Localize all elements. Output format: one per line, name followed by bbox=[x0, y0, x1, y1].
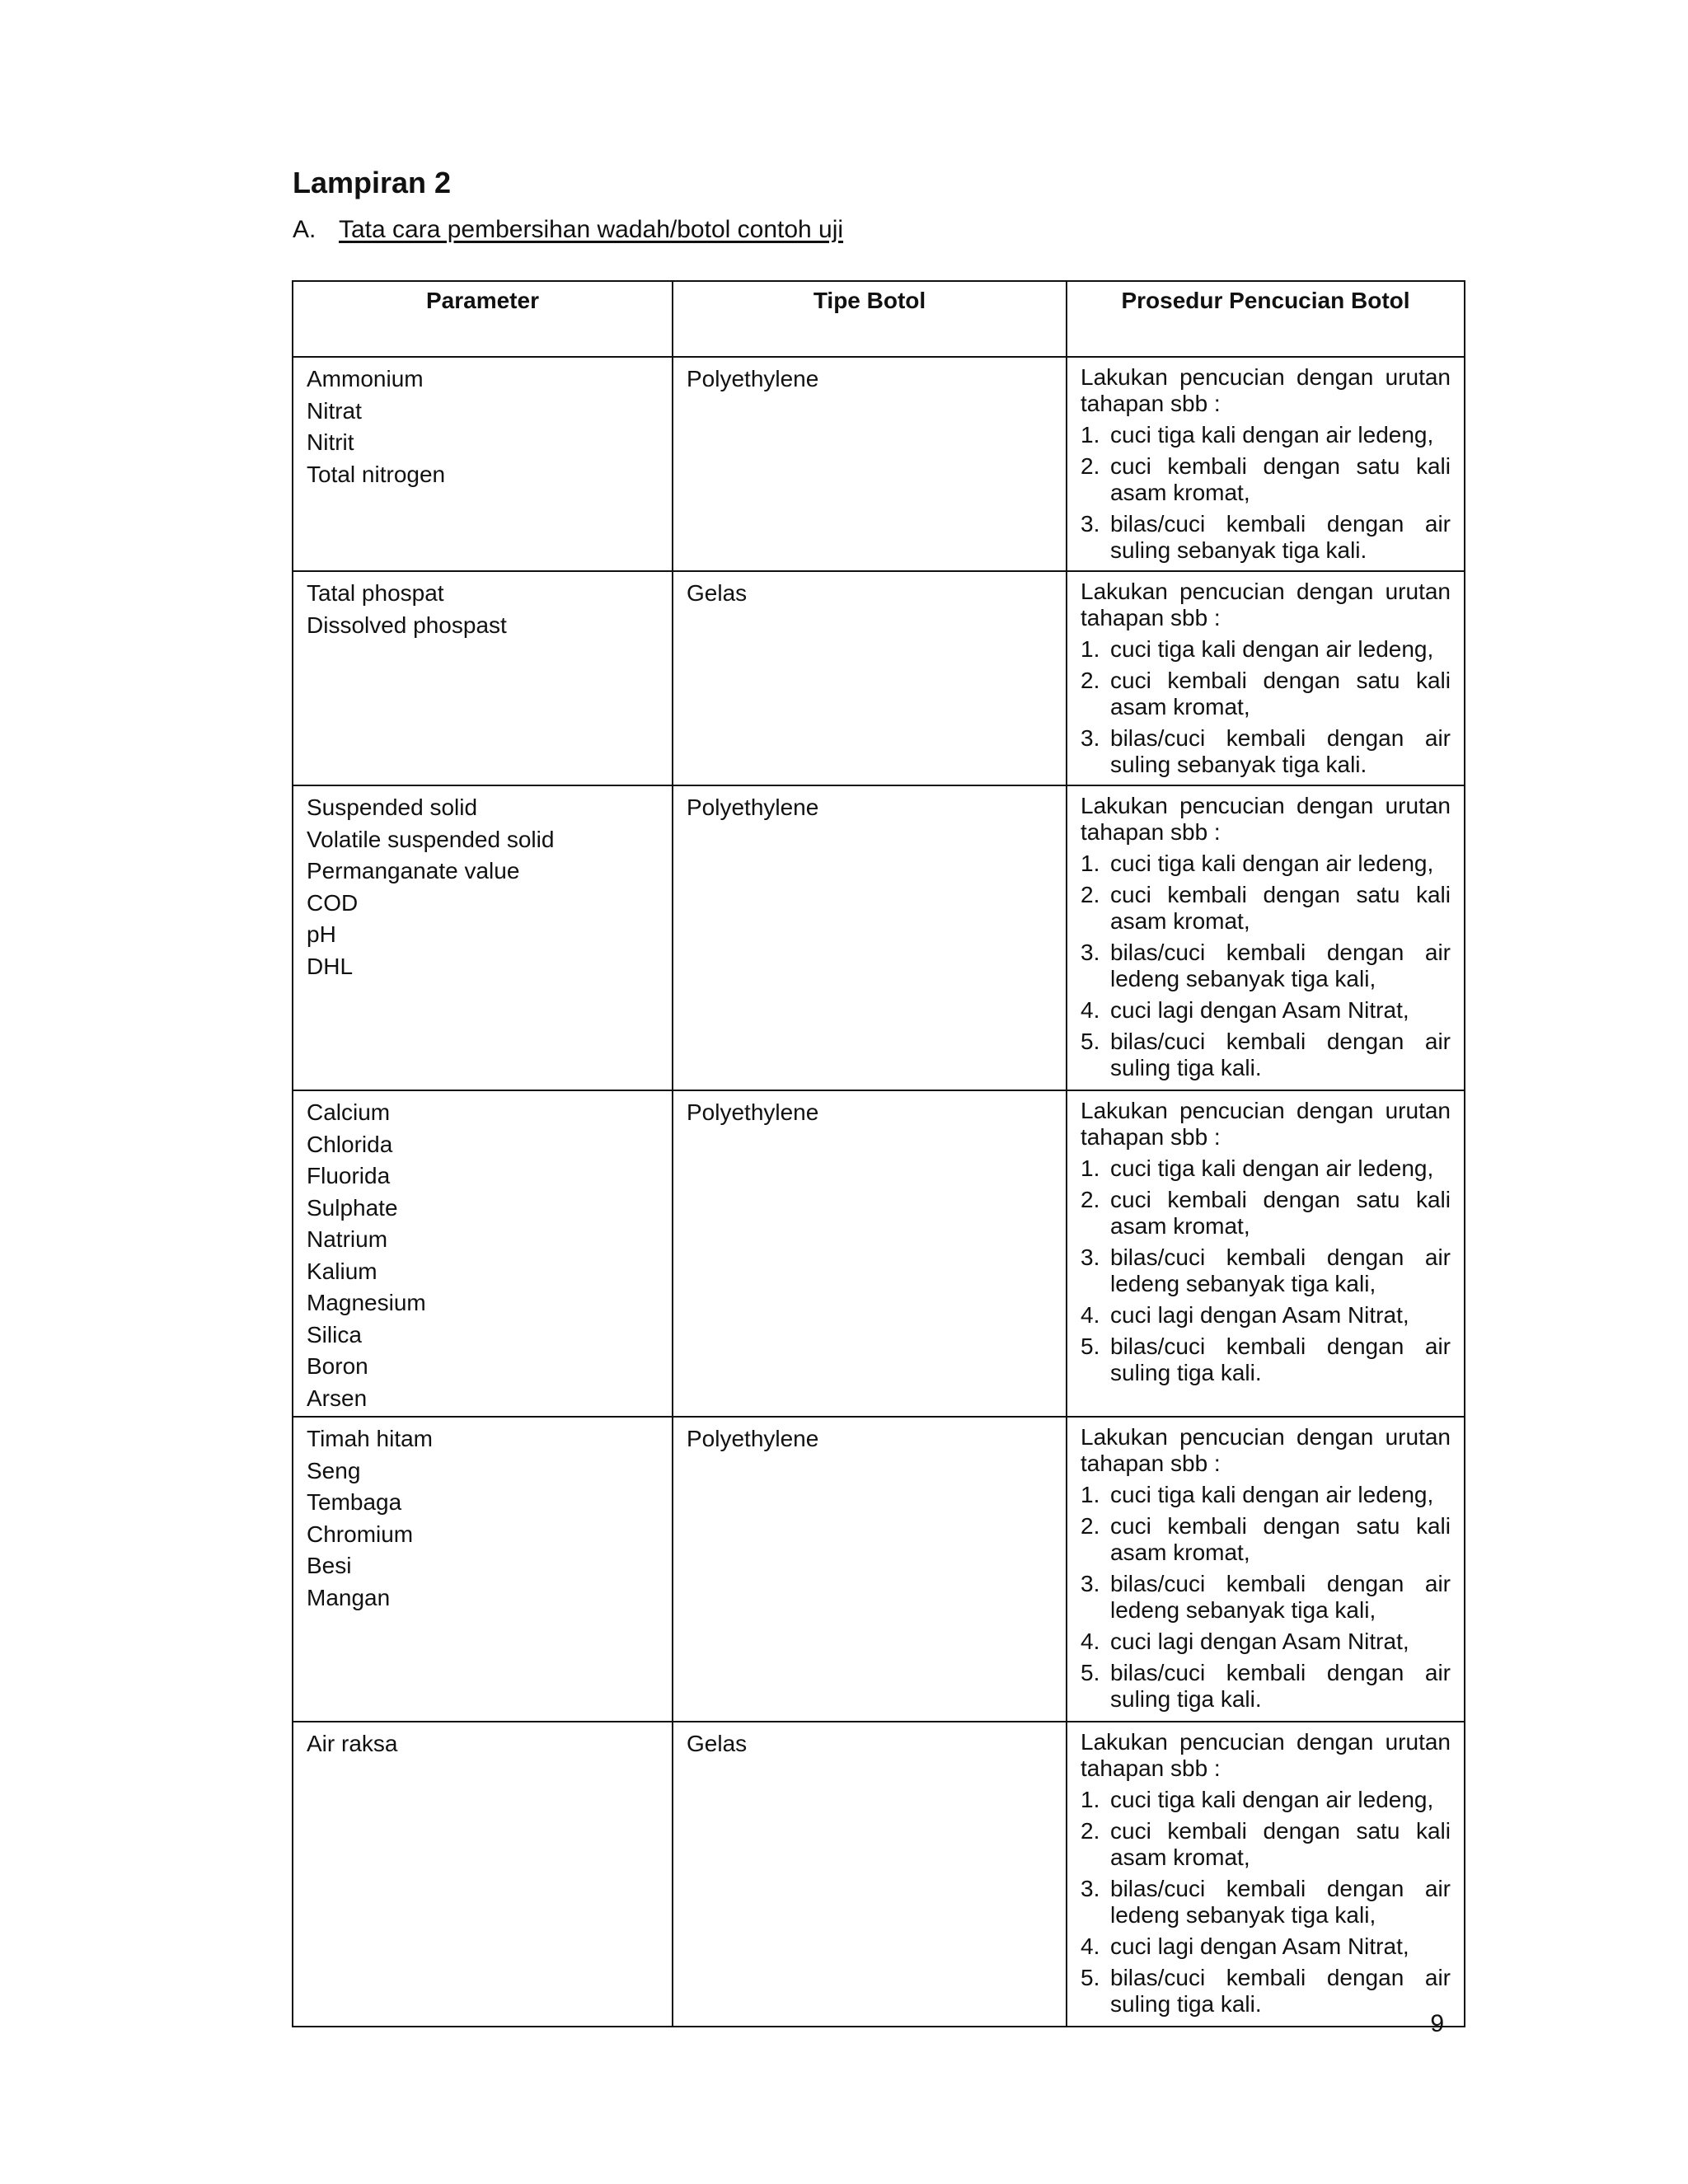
table-row bbox=[293, 357, 1465, 571]
step-text: cuci kembali dengan satu kali asam kromat, bbox=[1110, 453, 1451, 505]
step-number: 4. bbox=[1081, 997, 1100, 1023]
step-number: 3. bbox=[1081, 1876, 1100, 1901]
parameter-item: Tembaga bbox=[307, 1489, 402, 1515]
procedure-step bbox=[1081, 997, 1451, 1024]
step-text: bilas/cuci kembali dengan air ledeng sebanyak tiga kali, bbox=[1110, 1876, 1451, 1928]
parameter-item: Nitrat bbox=[307, 397, 362, 424]
parameter-item: Air raksa bbox=[307, 1731, 398, 1756]
parameter-item: Fluorida bbox=[307, 1163, 391, 1188]
step-number: 4. bbox=[1081, 1629, 1100, 1654]
step-number: 2. bbox=[1081, 668, 1100, 693]
procedure-steps bbox=[1081, 1787, 1451, 2018]
parameter-item: Magnesium bbox=[307, 1290, 426, 1315]
step-text: cuci tiga kali dengan air ledeng, bbox=[1110, 422, 1434, 448]
table-body bbox=[293, 357, 1465, 2027]
procedure-step bbox=[1081, 1965, 1451, 2018]
step-number: 2. bbox=[1081, 453, 1100, 479]
header-washing-procedure: Prosedur Pencucian Botol bbox=[1067, 281, 1465, 357]
step-text: bilas/cuci kembali dengan air suling sebanyak tiga kali. bbox=[1110, 511, 1451, 563]
parameter-item: Dissolved phospast bbox=[307, 612, 507, 638]
step-text: cuci lagi dengan Asam Nitrat, bbox=[1110, 1302, 1409, 1328]
procedure-step bbox=[1081, 453, 1451, 506]
step-number: 5. bbox=[1081, 1965, 1100, 1990]
step-text: cuci lagi dengan Asam Nitrat, bbox=[1110, 997, 1409, 1023]
step-text: cuci lagi dengan Asam Nitrat, bbox=[1110, 1933, 1409, 1959]
step-number: 4. bbox=[1081, 1933, 1100, 1959]
parameter-item: Boron bbox=[307, 1353, 368, 1379]
parameter-item: Timah hitam bbox=[307, 1426, 434, 1451]
step-text: cuci tiga kali dengan air ledeng, bbox=[1110, 1482, 1434, 1507]
step-number: 1. bbox=[1081, 422, 1100, 448]
parameter-cell bbox=[293, 571, 673, 785]
parameter-item: pH bbox=[307, 921, 336, 947]
step-text: cuci tiga kali dengan air ledeng, bbox=[1110, 1787, 1434, 1812]
step-number: 1. bbox=[1081, 636, 1100, 662]
procedure-step bbox=[1081, 1571, 1451, 1624]
step-number: 3. bbox=[1081, 511, 1100, 537]
procedure-intro: Lakukan pencucian dengan urutan tahapan sbb : bbox=[1081, 1424, 1451, 1476]
step-number: 5. bbox=[1081, 1029, 1100, 1054]
bottle-type-cell: Gelas bbox=[673, 571, 1067, 785]
parameter-cell bbox=[293, 1722, 673, 2027]
parameter-cell bbox=[293, 357, 673, 571]
step-text: bilas/cuci kembali dengan air ledeng sebanyak tiga kali, bbox=[1110, 940, 1451, 991]
procedure-step bbox=[1081, 511, 1451, 564]
procedure-intro: Lakukan pencucian dengan urutan tahapan sbb : bbox=[1081, 793, 1451, 845]
procedure-step bbox=[1081, 636, 1451, 663]
procedure-intro: Lakukan pencucian dengan urutan tahapan sbb : bbox=[1081, 579, 1451, 630]
parameter-item: Total nitrogen bbox=[307, 461, 446, 487]
procedure-step bbox=[1081, 1818, 1451, 1871]
step-number: 2. bbox=[1081, 882, 1100, 907]
step-number: 4. bbox=[1081, 1302, 1100, 1328]
procedure-step bbox=[1081, 1333, 1451, 1386]
procedure-steps bbox=[1081, 636, 1451, 778]
procedure-steps bbox=[1081, 851, 1451, 1081]
parameter-item: Ammonium bbox=[307, 366, 424, 391]
step-text: cuci tiga kali dengan air ledeng, bbox=[1110, 636, 1434, 662]
procedure-step bbox=[1081, 1513, 1451, 1566]
parameter-item: COD bbox=[307, 889, 359, 916]
parameter-item: DHL bbox=[307, 953, 354, 979]
procedure-steps bbox=[1081, 1155, 1451, 1386]
step-text: cuci tiga kali dengan air ledeng, bbox=[1110, 851, 1434, 876]
parameter-item: Calcium bbox=[307, 1099, 391, 1125]
step-number: 2. bbox=[1081, 1513, 1100, 1539]
bottle-type-cell: Polyethylene bbox=[673, 1417, 1067, 1722]
step-number: 5. bbox=[1081, 1660, 1100, 1685]
step-number: 2. bbox=[1081, 1818, 1100, 1844]
parameter-cell bbox=[293, 1090, 673, 1417]
parameter-item: Kalium bbox=[307, 1258, 377, 1284]
procedure-step bbox=[1081, 1629, 1451, 1655]
procedure-step bbox=[1081, 1155, 1451, 1182]
parameter-item: Arsen bbox=[307, 1385, 368, 1411]
section-title: Tata cara pembersihan wadah/botol contoh uji bbox=[339, 216, 844, 243]
procedure-step bbox=[1081, 1660, 1451, 1713]
step-text: bilas/cuci kembali dengan air ledeng sebanyak tiga kali, bbox=[1110, 1244, 1451, 1296]
procedure-step bbox=[1081, 725, 1451, 778]
procedure-step bbox=[1081, 882, 1451, 935]
step-number: 5. bbox=[1081, 1333, 1100, 1359]
table-header-row bbox=[293, 281, 1465, 357]
procedure-cell bbox=[1067, 357, 1465, 571]
table-row bbox=[293, 1417, 1465, 1722]
step-text: cuci kembali dengan satu kali asam kromat, bbox=[1110, 1187, 1451, 1239]
table-row bbox=[293, 1090, 1465, 1417]
procedure-step bbox=[1081, 1302, 1451, 1329]
procedure-intro: Lakukan pencucian dengan urutan tahapan sbb : bbox=[1081, 1729, 1451, 1781]
procedure-cell bbox=[1067, 1090, 1465, 1417]
procedure-steps bbox=[1081, 422, 1451, 564]
parameter-item: Chromium bbox=[307, 1521, 414, 1547]
parameter-item: Nitrit bbox=[307, 429, 354, 455]
parameter-cell bbox=[293, 1417, 673, 1722]
step-number: 1. bbox=[1081, 1155, 1100, 1181]
step-number: 1. bbox=[1081, 851, 1100, 876]
procedure-step bbox=[1081, 851, 1451, 877]
page-number: 9 bbox=[1430, 2010, 1444, 2037]
procedure-step bbox=[1081, 1187, 1451, 1240]
procedure-cell bbox=[1067, 571, 1465, 785]
procedure-step bbox=[1081, 940, 1451, 992]
bottle-type-cell: Gelas bbox=[673, 1722, 1067, 2027]
step-number: 3. bbox=[1081, 940, 1100, 965]
step-number: 3. bbox=[1081, 1244, 1100, 1270]
appendix-heading: Lampiran 2 bbox=[293, 166, 452, 199]
table-row bbox=[293, 785, 1465, 1090]
section-marker: A. bbox=[293, 216, 316, 243]
step-number: 3. bbox=[1081, 1571, 1100, 1596]
table-row bbox=[293, 1722, 1465, 2027]
procedure-cell bbox=[1067, 1417, 1465, 1722]
procedure-intro: Lakukan pencucian dengan urutan tahapan sbb : bbox=[1081, 1098, 1451, 1150]
procedure-step bbox=[1081, 1244, 1451, 1297]
parameter-item: Permanganate value bbox=[307, 858, 520, 883]
parameter-item: Suspended solid bbox=[307, 794, 478, 820]
procedure-step bbox=[1081, 1787, 1451, 1813]
parameter-item: Sulphate bbox=[307, 1194, 398, 1221]
step-text: cuci kembali dengan satu kali asam kromat, bbox=[1110, 1513, 1451, 1565]
parameter-item: Chlorida bbox=[307, 1131, 393, 1157]
parameter-item: Volatile suspended solid bbox=[307, 826, 555, 852]
table-row bbox=[293, 571, 1465, 785]
bottle-type-cell: Polyethylene bbox=[673, 785, 1067, 1090]
parameter-item: Natrium bbox=[307, 1226, 388, 1252]
procedure-cell bbox=[1067, 785, 1465, 1090]
procedure-intro: Lakukan pencucian dengan urutan tahapan sbb : bbox=[1081, 364, 1451, 416]
step-text: cuci lagi dengan Asam Nitrat, bbox=[1110, 1629, 1409, 1654]
bottle-type-cell: Polyethylene bbox=[673, 357, 1067, 571]
parameter-item: Tatal phospat bbox=[307, 580, 444, 606]
step-text: bilas/cuci kembali dengan air suling tiga kali. bbox=[1110, 1333, 1451, 1385]
step-text: cuci kembali dengan satu kali asam kromat, bbox=[1110, 668, 1451, 719]
step-number: 2. bbox=[1081, 1187, 1100, 1212]
parameter-item: Silica bbox=[307, 1321, 362, 1347]
bottle-type-cell: Polyethylene bbox=[673, 1090, 1067, 1417]
parameter-cell bbox=[293, 785, 673, 1090]
step-text: bilas/cuci kembali dengan air suling tiga kali. bbox=[1110, 1965, 1451, 2017]
step-number: 3. bbox=[1081, 725, 1100, 751]
step-number: 1. bbox=[1081, 1787, 1100, 1812]
procedure-step bbox=[1081, 422, 1451, 448]
step-text: bilas/cuci kembali dengan air ledeng sebanyak tiga kali, bbox=[1110, 1571, 1451, 1623]
procedure-step bbox=[1081, 1933, 1451, 1960]
procedure-step bbox=[1081, 668, 1451, 720]
bottle-cleaning-table bbox=[292, 280, 1465, 2027]
procedure-cell bbox=[1067, 1722, 1465, 2027]
procedure-step bbox=[1081, 1029, 1451, 1081]
step-text: cuci kembali dengan satu kali asam kromat, bbox=[1110, 882, 1451, 934]
section-heading bbox=[293, 213, 843, 247]
step-text: cuci tiga kali dengan air ledeng, bbox=[1110, 1155, 1434, 1181]
parameter-item: Seng bbox=[307, 1457, 361, 1483]
procedure-steps bbox=[1081, 1482, 1451, 1713]
parameter-item: Mangan bbox=[307, 1584, 391, 1610]
parameter-item: Besi bbox=[307, 1553, 352, 1578]
step-text: bilas/cuci kembali dengan air suling sebanyak tiga kali. bbox=[1110, 725, 1451, 777]
header-bottle-type: Tipe Botol bbox=[673, 281, 1067, 357]
step-text: cuci kembali dengan satu kali asam kromat, bbox=[1110, 1818, 1451, 1870]
step-text: bilas/cuci kembali dengan air suling tiga kali. bbox=[1110, 1029, 1451, 1080]
step-number: 1. bbox=[1081, 1482, 1100, 1507]
procedure-step bbox=[1081, 1482, 1451, 1508]
header-parameter: Parameter bbox=[293, 281, 673, 357]
step-text: bilas/cuci kembali dengan air suling tiga kali. bbox=[1110, 1660, 1451, 1712]
procedure-step bbox=[1081, 1876, 1451, 1929]
